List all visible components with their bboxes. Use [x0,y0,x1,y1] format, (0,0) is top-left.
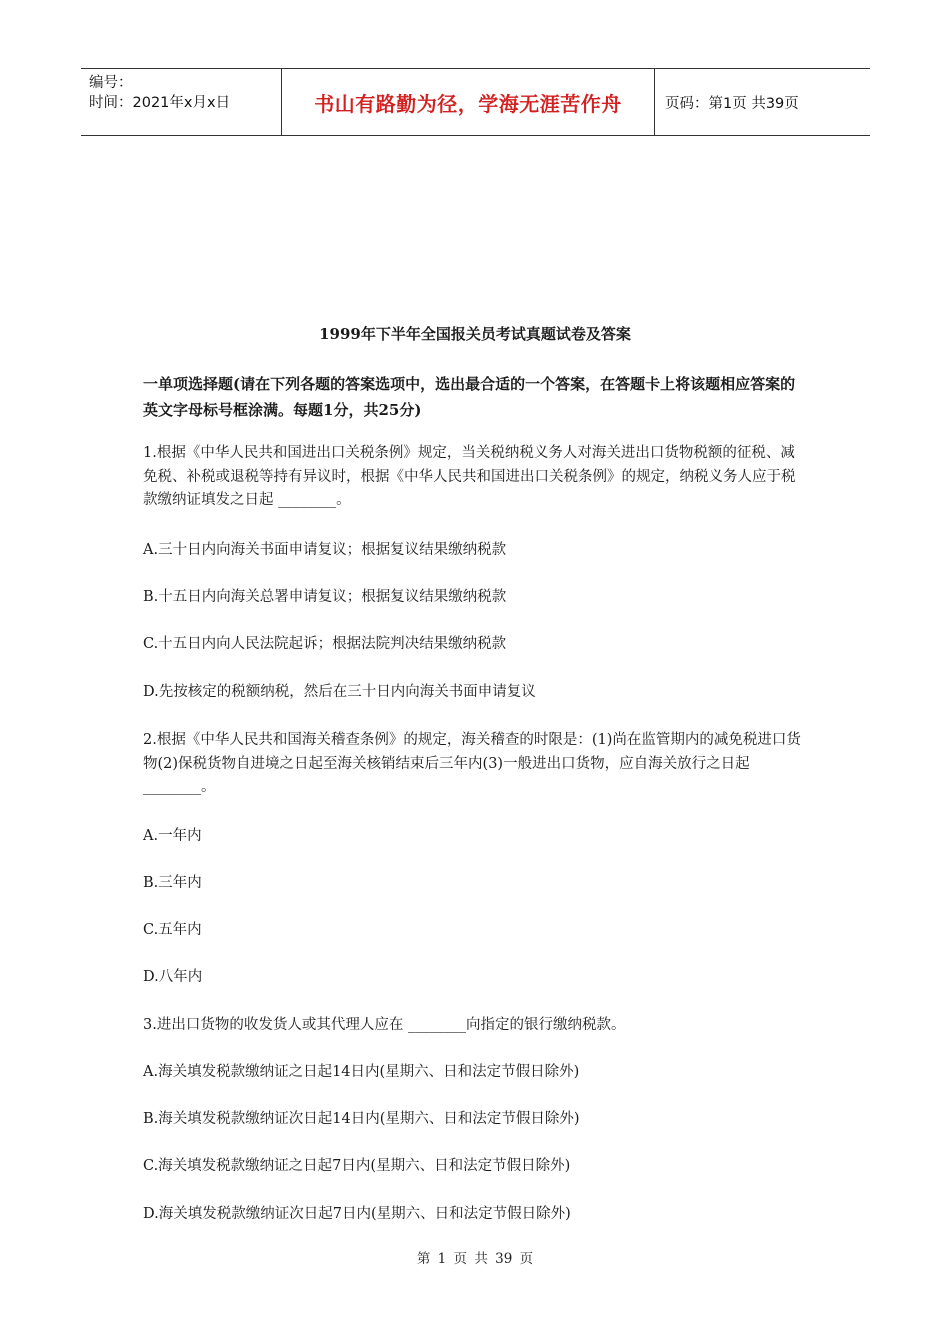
question-2-option-b: B.三年内 [143,875,202,891]
question-1-option-a: A.三十日内向海关书面申请复议；根据复议结果缴纳税款 [143,542,507,558]
document-date-label: 时间：2021年x月x日 [89,95,231,111]
header-page-info: 页码：第1页 共39页 [665,95,799,112]
question-3-option-b: B.海关填发税款缴纳证次日起14日内(星期六、日和法定节假日除外) [143,1111,580,1127]
question-1-option-b: B.十五日内向海关总署申请复议；根据复议结果缴纳税款 [143,589,507,605]
question-3-stem: 3.进出口货物的收发货人或其代理人应在 ________向指定的银行缴纳税款。 [143,1017,626,1033]
section-heading: 一单项选择题(请在下列各题的答案选项中，选出最合适的一个答案，在答题卡上将该题相应答案的英文字母标号框涂满。每题1分，共25分) [143,375,796,419]
question-1-option-d: D.先按核定的税额纳税，然后在三十日内向海关书面申请复议 [143,684,536,700]
question-2-option-c: C.五年内 [143,922,202,938]
question-1-option-c: C.十五日内向人民法院起诉；根据法院判决结果缴纳税款 [143,636,507,652]
question-2-option-a: A.一年内 [143,828,202,844]
page-header [81,68,870,136]
question-2-option-d: D.八年内 [143,969,203,985]
question-3-option-d: D.海关填发税款缴纳证次日起7日内(星期六、日和法定节假日除外) [143,1206,571,1222]
header-motto: 书山有路勤为径，学海无涯苦作舟 [281,69,655,135]
question-3-option-c: C.海关填发税款缴纳证之日起7日内(星期六、日和法定节假日除外) [143,1158,571,1174]
question-2-stem: 2.根据《中华人民共和国海关稽查条例》的规定，海关稽查的时限是：(1)尚在监管期内的减免税进口货物(2)保税货物自进境之日起至海关核销结束后三年内(3)一般进出口货物，应自海关放行之日起 ________。 [143,732,801,795]
header-meta [81,69,281,135]
page-footer: 第 1 页 共 39 页 [416,1251,534,1267]
question-3-option-a: A.海关填发税款缴纳证之日起14日内(星期六、日和法定节假日除外) [143,1064,580,1080]
question-1-stem: 1.根据《中华人民共和国进出口关税条例》规定，当关税纳税义务人对海关进出口货物税额的征税、减免税、补税或退税等持有异议时，根据《中华人民共和国进出口关税条例》的规定，纳税义务人应于税款缴纳证填发之日起 ________。 [143,445,796,508]
document-title: 1999年下半年全国报关员考试真题试卷及答案 [319,325,631,343]
document-number-label: 编号： [89,75,133,91]
